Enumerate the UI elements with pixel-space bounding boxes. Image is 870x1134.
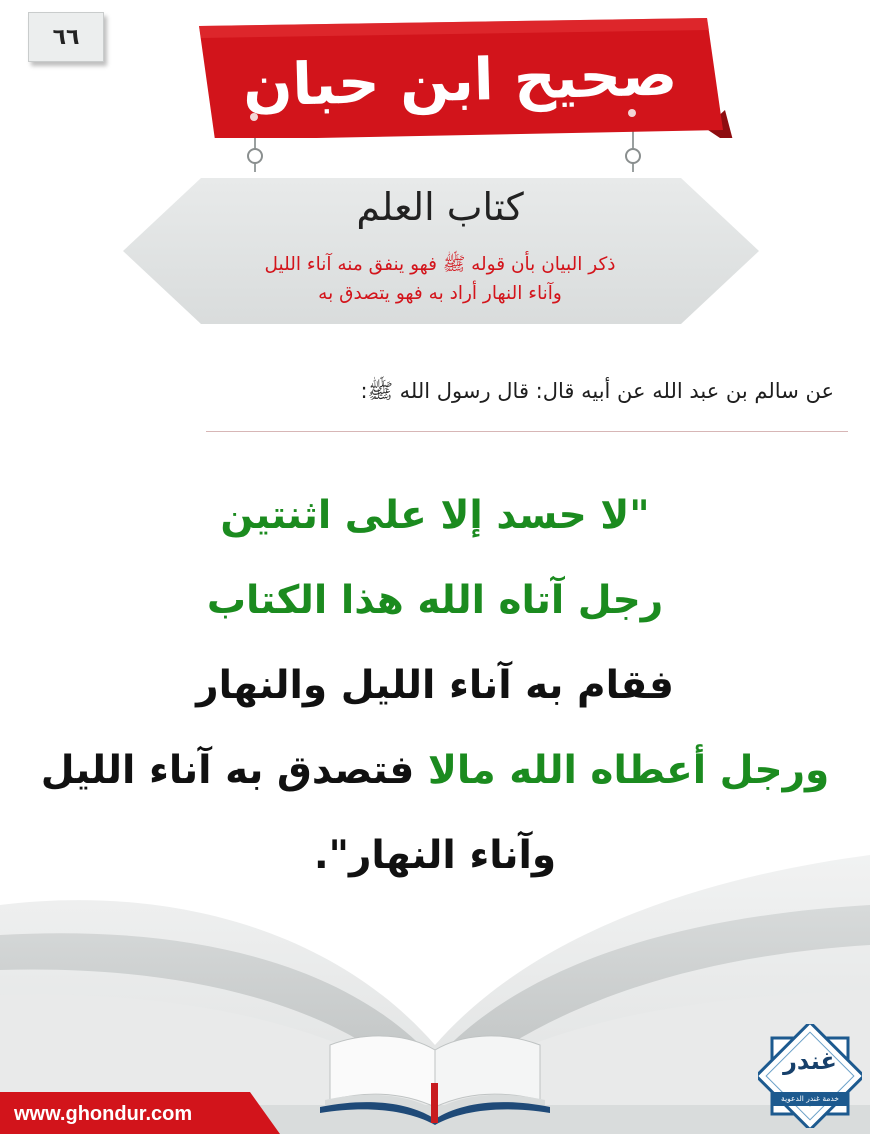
hadith-line-4: [10, 745, 860, 797]
hanging-hook-left: [247, 148, 263, 164]
narrator-text: عن سالم بن عبد الله عن أبيه قال: قال رسول الله ﷺ:: [360, 379, 834, 403]
page-number: ٦٦: [28, 12, 104, 62]
logo-name: غندر: [783, 1047, 837, 1075]
ghondur-logo-icon: [758, 1024, 862, 1128]
open-book-illustration: [0, 845, 870, 1134]
hadith-line-5: وآناء النهار".: [313, 833, 557, 878]
logo-subtitle: خدمة غندر الدعوية: [772, 1092, 848, 1106]
chapter-line-2: وآناء النهار أراد به فهو يتصدق به: [318, 283, 562, 304]
hanging-hook-right: [625, 148, 641, 164]
hadith-line-2: رجل آتاه الله هذا الكتاب: [206, 578, 664, 623]
hadith-line-4-black: فتصدق به آناء الليل: [40, 748, 415, 793]
hadith-line-4-green: ورجل أعطاه الله مالا: [427, 748, 830, 793]
divider: [206, 431, 848, 432]
chapter-heading: [150, 250, 730, 308]
chapter-line-1: ذكر البيان بأن قوله ﷺ فهو ينفق منه آناء الليل: [264, 254, 616, 275]
banner-title: صحيح ابن حبان: [242, 40, 678, 120]
hadith-line-1: "لا حسد إلا على اثنتين: [220, 493, 650, 538]
book-title: كتاب العلم: [356, 185, 524, 229]
website-link[interactable]: www.ghondur.com: [14, 1102, 193, 1125]
hadith-line-3: فقام به آناء الليل والنهار: [196, 663, 674, 708]
